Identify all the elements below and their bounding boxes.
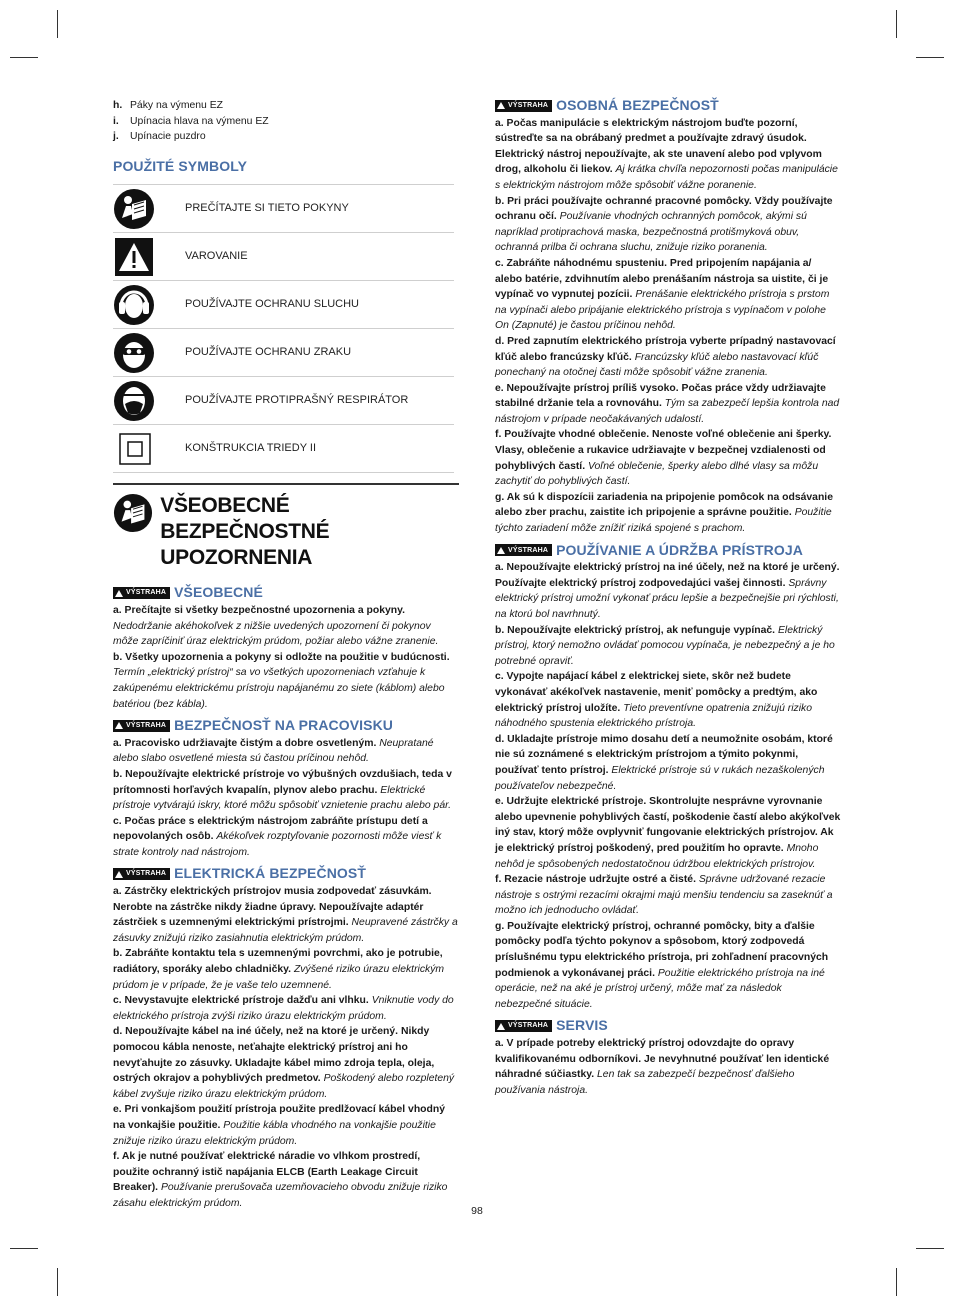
list-item: c. Nevystavujte elektrické prístroje dažďu ani vlhku. Vniknutie vody do elektrického prístroja zvýši riziko úrazu elektrickým prúdom. xyxy=(113,995,454,1022)
warning-icon xyxy=(115,871,123,878)
crop-mark xyxy=(10,57,38,58)
symbols-table xyxy=(113,184,454,473)
list-item: g. Používajte elektrický prístroj, ochranné pomôcky, bity a ďalšie pomôcky podľa týchto pokynov a spôsobom, ktorý zodpovedá príslušnému typu elektrického prístroja, pri zohľadnení pracovných podmienok a vykonávanej práci. Použitie elektrického prístroja na iné operácie, než na aké je prístroj určený, môže mať za následok nebezpečné situácie. xyxy=(495,920,829,1010)
list-item: d. Ukladajte prístroje mimo dosahu detí a neumožnite osobám, ktoré nie sú zoznámené s elektrickým prístrojom a týmito pokynmi, používať tento prístroj. Elektrické prístroje sú v rukách nezaškolených používateľov nebezpečné. xyxy=(495,733,833,792)
symbol-label: VAROVANIE xyxy=(185,250,248,263)
crop-mark xyxy=(896,1268,897,1296)
symbol-label: POUŽÍVAJTE PROTIPRAŠNÝ RESPIRÁTOR xyxy=(185,394,409,407)
section-heading: VÝSTRAHA BEZPEČNOSŤ NA PRACOVISKU xyxy=(113,718,459,734)
list-item: b. Zabráňte kontaktu tela s uzemnenými povrchmi, ako je potrubie, radiátory, sporáky alebo chladničky. Zvýšené riziko úrazu elektrickým prúdom je v prípade, že je vaše telo uzemnené. xyxy=(113,948,445,991)
list-item: j. Upínacie puzdro xyxy=(113,131,206,143)
crop-mark xyxy=(57,10,58,38)
warning-icon xyxy=(497,547,505,554)
table-row xyxy=(113,377,454,425)
symbols-heading: POUŽITÉ SYMBOLY xyxy=(113,157,248,174)
list-item: a. Pracovisko udržiavajte čistým a dobre osvetleným. Neupratané alebo slabo osvetlené miesta sú častou príčinou nehôd. xyxy=(113,737,434,765)
crop-mark xyxy=(916,1248,944,1249)
warning-badge: VÝSTRAHA xyxy=(495,100,552,112)
list-item: b. Nepoužívajte elektrické prístroje vo výbušných ovzdušiach, teda v prítomnosti horľavých kvapalín, plynov alebo prachu. Elektrické prístroje vytvárajú iskry, ktoré môžu spôsobiť vznietenie prachu alebo pár. xyxy=(113,768,452,812)
crop-mark xyxy=(10,1248,38,1249)
list-item: d. Pred zapnutím elektrického prístroja vyberte prípadný nastavovací kľúč alebo francúzsky kľúč. Francúzsky kľúč alebo nastavovací kľúč ponechaný na otočnej časti môže spôsobiť vážne zranenia. xyxy=(495,335,836,379)
crop-mark xyxy=(916,57,944,58)
section-heading: VÝSTRAHA ELEKTRICKÁ BEZPEČNOSŤ xyxy=(113,866,459,882)
right-column xyxy=(495,98,841,1098)
list-item: f. Rezacie nástroje udržujte ostré a čisté. Správne udržované rezacie nástroje s ostrými rezacími okrajmi majú menšiu tendenciu sa zaseknúť a možno ich jednoducho ovládať. xyxy=(495,874,833,917)
page-number: 98 xyxy=(471,1205,483,1217)
list-item: f. Ak je nutné používať elektrické náradie vo vlhkom prostredí, použite ochranný istič napájania ELCB (Earth Leakage Circuit Breaker). Používanie prerušovača uzemňovacieho obvodu znižuje riziko zásahu elektrickým prúdom. xyxy=(113,1151,448,1209)
symbol-label: KONŠTRUKCIA TRIEDY II xyxy=(185,442,317,455)
list-item: g. Ak sú k dispozícii zariadenia na pripojenie pomôcok na odsávanie alebo zber prachu, zaistite ich pripojenie a správne použitie. Použitie týchto zariadení môže znížiť riziká spojené s prachom. xyxy=(495,491,833,535)
class-ii-icon xyxy=(113,428,185,470)
read-manual-icon xyxy=(113,188,185,230)
page-title: VŠEOBECNÉ BEZPEČNOSTNÉ UPOZORNENIA xyxy=(160,494,330,570)
main-title-block xyxy=(113,483,459,571)
list-item: c. Počas práce s elektrickým nástrojom zabráňte prístupu detí a nepovolaných osôb. Akékoľvek rozptyľovanie pozornosti môže viesť k strate kontroly nad nástrojom. xyxy=(113,815,442,858)
table-row xyxy=(113,425,454,473)
warning-badge: VÝSTRAHA xyxy=(495,1020,552,1032)
symbol-label: POUŽÍVAJTE OCHRANU ZRAKU xyxy=(185,346,352,359)
crop-mark xyxy=(896,10,897,38)
list-item: e. Nepoužívajte prístroj príliš vysoko. Počas práce vždy udržiavajte stabilné držanie tela a rovnováhu. Tým sa zabezpečí lepšia kontrola nad nástrojom v prípade neočakávaných udalostí. xyxy=(495,382,840,425)
warning-badge: VÝSTRAHA xyxy=(113,720,170,732)
section-heading: VÝSTRAHA SERVIS xyxy=(495,1018,841,1034)
symbol-label: POUŽÍVAJTE OCHRANU SLUCHU xyxy=(185,298,359,311)
crop-mark xyxy=(57,1268,58,1296)
list-item: h. Páky na výmenu EZ xyxy=(113,100,223,111)
list-item: e. Pri vonkajšom použití prístroja použite predlžovací kábel vhodný na vonkajšie použitie. Použitie kábla vhodného na vonkajšie použitie znižuje riziko úrazu elektrickým prúdom. xyxy=(113,1104,445,1147)
table-row xyxy=(113,185,454,233)
list-item: b. Všetky upozornenia a pokyny si odložte na použitie v budúcnosti. Termín „elektrický prístroj“ sa vo všetkých upozorneniach vzťahuje k zakúpenému elektrickému prístroju napájanému zo siete (káblom) alebo batériou (bez kábla). xyxy=(113,651,450,710)
eye-protection-icon xyxy=(113,332,185,374)
list-item: b. Pri práci používajte ochranné pracovné pomôcky. Vždy používajte ochranu očí. Používanie vhodných ochranných pomôcok, akými sú napríklad protiprachová maska, bezpečnostná protišmyková obuv, ochranná prilba či ochrana sluchu, znižuje riziko poranenia. xyxy=(495,195,833,254)
table-row xyxy=(113,329,454,377)
left-column xyxy=(113,98,459,1212)
warning-badge: VÝSTRAHA xyxy=(495,544,552,556)
warning-badge: VÝSTRAHA xyxy=(113,868,170,880)
warning-icon xyxy=(497,102,505,109)
symbol-label: PREČÍTAJTE SI TIETO POKYNY xyxy=(185,202,349,215)
read-manual-icon xyxy=(113,493,156,539)
list-item: d. Nepoužívajte kábel na iné účely, než na ktoré je určený. Nikdy pomocou kábla nenoste, neťahajte elektrický prístroj ani ho nevyťahujte zo zásuvky. Ukladajte kábel mimo zdroja tepla, oleja, ostrých okrajov a pohyblivých predmetov. Poškodený alebo rozpletený kábel zvyšuje riziko úrazu elektrickým prúdom. xyxy=(113,1026,455,1100)
section-heading: VÝSTRAHA POUŽÍVANIE A ÚDRŽBA PRÍSTROJA xyxy=(495,543,841,559)
list-item: i. Upínacia hlava na výmenu EZ xyxy=(113,115,269,127)
section-heading: VÝSTRAHA VŠEOBECNÉ xyxy=(113,585,459,601)
parts-list xyxy=(113,98,459,145)
list-item: a. Prečítajte si všetky bezpečnostné upozornenia a pokyny. Nedodržanie akéhokoľvek z nižšie uvedených upozornení či pokynov môže zapríčiniť úraz elektrickým prúdom, požiar alebo vážne zranenie. xyxy=(113,604,439,648)
warning-icon xyxy=(113,236,185,278)
list-item: c. Vypojte napájací kábel z elektrickej siete, skôr než budete vykonávať akékoľvek nastavenie, meniť pomôcky a predtým, ako elektrický prístroj uložíte. Tieto preventívne opatrenia znižujú riziko náhodného spustenia elektrického prístroja. xyxy=(495,671,818,730)
list-item: b. Nepoužívajte elektrický prístroj, ak nefunguje vypínač. Elektrický prístroj, ktorý nemožno ovládať pomocou vypínača, je nebezpečný a je ho potrebné opraviť. xyxy=(495,624,835,667)
table-row xyxy=(113,233,454,281)
respirator-icon xyxy=(113,380,185,422)
warning-icon xyxy=(115,722,123,729)
section-heading: VÝSTRAHA OSOBNÁ BEZPEČNOSŤ xyxy=(495,98,841,114)
list-item: a. Nepoužívajte elektrický prístroj na iné účely, než na ktoré je určený. Používajte elektrický prístroj zodpovedajúci vašej činnosti. Správny elektrický prístroj umožní vykonať prácu lepšie a bezpečnejšie pri rýchlosti, na ktorú bol navrhnutý. xyxy=(495,562,840,620)
warning-badge: VÝSTRAHA xyxy=(113,587,170,599)
list-item: a. V prípade potreby elektrický prístroj odovzdajte do opravy kvalifikovanému odborníkovi. Je nevyhnutné používať len identické náhradné súčiastky. Len tak sa zabezpečí bezpečnosť ďalšieho používania nástroja. xyxy=(495,1038,830,1096)
list-item: f. Používajte vhodné oblečenie. Nenoste voľné oblečenie ani šperky. Vlasy, oblečenie a rukavice udržiavajte v bezpečnej vzdialenosti od pohyblivých častí. Voľné oblečenie, šperky alebo dlhé vlasy sa môžu zachytiť do pohyblivých častí. xyxy=(495,429,832,488)
list-item: c. Zabráňte náhodnému spusteniu. Pred pripojením napájania a/ alebo batérie, zdvihnutím alebo prenášaním nástroja sa uistite, či je vypínač vo vypnutej pozícii. Prenášanie elektrického prístroja s prstom na vypínači alebo pripájanie elektrického prístroja s vypínačom v polohe On (Zapnuté) je častou príčinou nehôd. xyxy=(495,257,830,332)
list-item: a. Zástrčky elektrických prístrojov musia zodpovedať zásuvkám. Nerobte na zástrčke nikdy žiadne úpravy. Nepoužívajte adaptér zástrčiek s uzemnenými elektrickými prístrojmi. Neupravené zástrčky a zásuvky znižujú riziko zasiahnutia elektrickým prúdom. xyxy=(113,886,458,944)
table-row xyxy=(113,281,454,329)
list-item: a. Počas manipulácie s elektrickým nástrojom buďte pozorní, sústreďte sa na obrábaný predmet a používajte zdravý úsudok. Elektrický nástroj nepoužívajte, ak ste unavení alebo pod vplyvom drog, alkoholu či liekov. Aj krátka chvíľa nepozornosti počas manipulácie s elektrickým nástrojom môže spôsobiť vážne poranenie. xyxy=(495,117,838,191)
warning-icon xyxy=(497,1023,505,1030)
warning-icon xyxy=(115,590,123,597)
ear-protection-icon xyxy=(113,284,185,326)
list-item: e. Udržujte elektrické prístroje. Skontrolujte nesprávne vyrovnanie alebo upevnenie pohyblivých častí, poškodenie častí alebo akýkoľvek iný stav, ktorý môže ovplyvniť fungovanie elektrických prístrojov. Ak je elektrický prístroj poškodený, pred použitím ho opravte. Mnoho nehôd je spôsobených nedostatočnou údržbou elektrických prístrojov. xyxy=(495,796,841,870)
